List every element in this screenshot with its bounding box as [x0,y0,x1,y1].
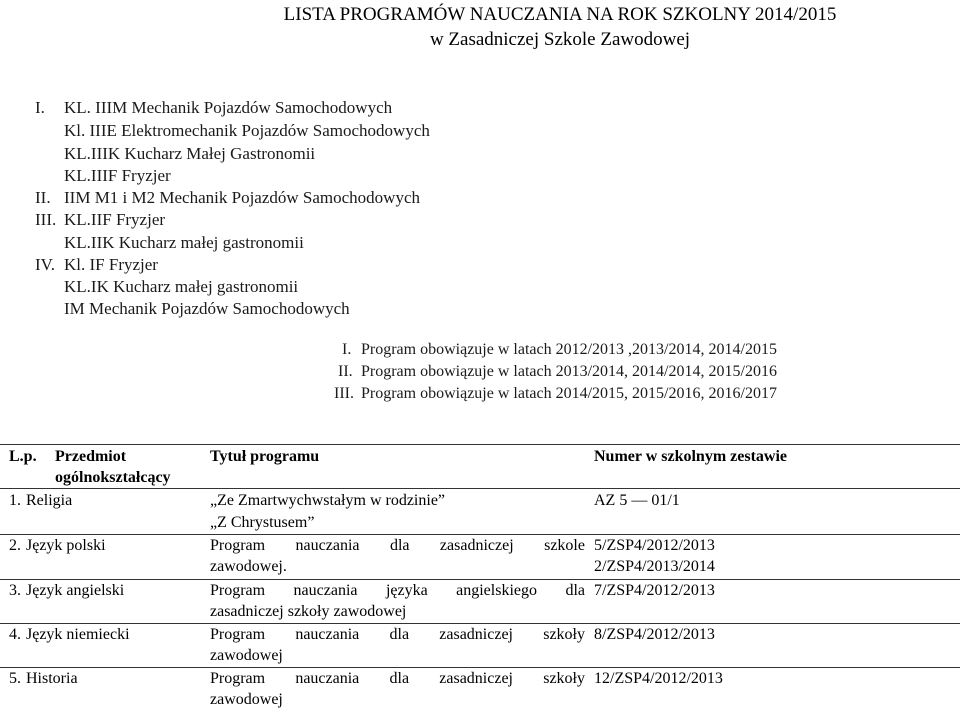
row-lp: 3. [9,582,21,599]
justified-word: Program [210,670,266,687]
justified-word: dla [389,537,410,554]
row-title: „Ze Zmartwychwstałym w rodzinie” [210,492,446,509]
justified-word: szkoły [543,626,585,643]
header-title: Tytuł programu [210,448,320,465]
row-title-line2: zawodowej [210,647,283,664]
row-number: 5/ZSP4/2012/2013 [594,537,715,554]
row-title-line2: zawodowej. [210,558,287,575]
justified-word: szkole [544,537,585,554]
class-item: KL.IIIF Fryzjer [64,166,171,185]
row-subject: Język polski [26,537,106,554]
class-item: Kl. IIIE Elektromechanik Pojazdów Samochodowych [64,121,430,140]
class-num: II. [35,188,51,207]
row-lp: 5. [9,670,21,687]
row-title [210,626,585,644]
table-row-rule [0,579,960,580]
row-lp: 1. [9,492,21,509]
row-title [210,670,585,688]
row-title [210,582,585,600]
row-number: AZ 5 — 01/1 [594,492,680,509]
class-item: KL.IIK Kucharz małej gastronomii [64,233,304,252]
justified-word: zasadniczej [439,670,513,687]
class-num: III. [35,210,57,229]
justified-word: Program [210,537,266,554]
table-top-rule [0,444,960,445]
class-num: I. [35,98,45,117]
program-item: Program obowiązuje w latach 2014/2015, 2015/2016, 2016/2017 [361,385,777,402]
row-subject: Język angielski [26,582,125,599]
header-subject: Przedmiot [55,448,127,465]
justified-word: dla [389,626,410,643]
program-num: III. [334,385,354,402]
justified-word: zasadniczej [439,537,514,554]
row-title-cell [210,537,585,555]
justified-word: zasadniczej [439,626,513,643]
row-lp: 4. [9,626,21,643]
row-title-line2: zawodowej [210,691,283,708]
justified-word: nauczania [295,537,360,554]
justified-word: nauczania [293,582,358,599]
row-title [210,537,585,555]
justified-word: nauczania [295,626,360,643]
header-number: Numer w szkolnym zestawie [594,448,788,465]
program-num: I. [342,341,352,358]
row-number: 12/ZSP4/2012/2013 [594,670,723,687]
class-item: KL.IIIK Kucharz Małej Gastronomii [64,144,316,163]
row-subject: Religia [26,492,73,509]
class-item: IIM M1 i M2 Mechanik Pojazdów Samochodowych [64,188,421,207]
class-item: KL. IIIM Mechanik Pojazdów Samochodowych [64,98,393,117]
justified-word: szkoły [543,670,585,687]
row-title-line2: „Z Chrystusem” [210,514,315,531]
justified-word: nauczania [295,670,360,687]
row-number-line2: 2/ZSP4/2013/2014 [594,558,715,575]
row-title-cell [210,670,585,688]
program-num: II. [338,363,353,380]
row-title-line2: zasadniczej szkoły zawodowej [210,603,407,620]
justified-word: Program [210,582,266,599]
class-item: KL.IIF Fryzjer [64,210,166,229]
justified-word: języka [385,582,428,599]
row-title-cell [210,626,585,644]
row-number: 8/ZSP4/2012/2013 [594,626,715,643]
table-row-rule [0,534,960,535]
justified-word: Program [210,626,266,643]
class-num: IV. [35,255,55,274]
class-item: IM Mechanik Pojazdów Samochodowych [64,299,350,318]
row-lp: 2. [9,537,21,554]
table-row-rule [0,488,960,489]
class-item: Kl. IF Fryzjer [64,255,158,274]
row-number: 7/ZSP4/2012/2013 [594,582,715,599]
program-item: Program obowiązuje w latach 2013/2014, 2014/2014, 2015/2016 [361,363,777,380]
justified-word: dla [389,670,410,687]
row-title-cell [210,582,585,600]
row-subject: Historia [26,670,78,687]
table-row-rule [0,623,960,624]
header-subject-line2: ogólnokształcący [55,469,171,486]
page-subtitle: w Zasadniczej Szkole Zawodowej [429,29,691,50]
justified-word: angielskiego [456,582,537,599]
table-row-rule [0,667,960,668]
class-item: KL.IK Kucharz małej gastronomii [64,277,299,296]
row-subject: Język niemiecki [26,626,130,643]
page-title: LISTA PROGRAMÓW NAUCZANIA NA ROK SZKOLNY 2014/2015 [283,4,837,25]
justified-word: dla [565,582,585,599]
program-item: Program obowiązuje w latach 2012/2013 ,2013/2014, 2014/2015 [361,341,777,358]
header-lp: L.p. [9,448,37,465]
